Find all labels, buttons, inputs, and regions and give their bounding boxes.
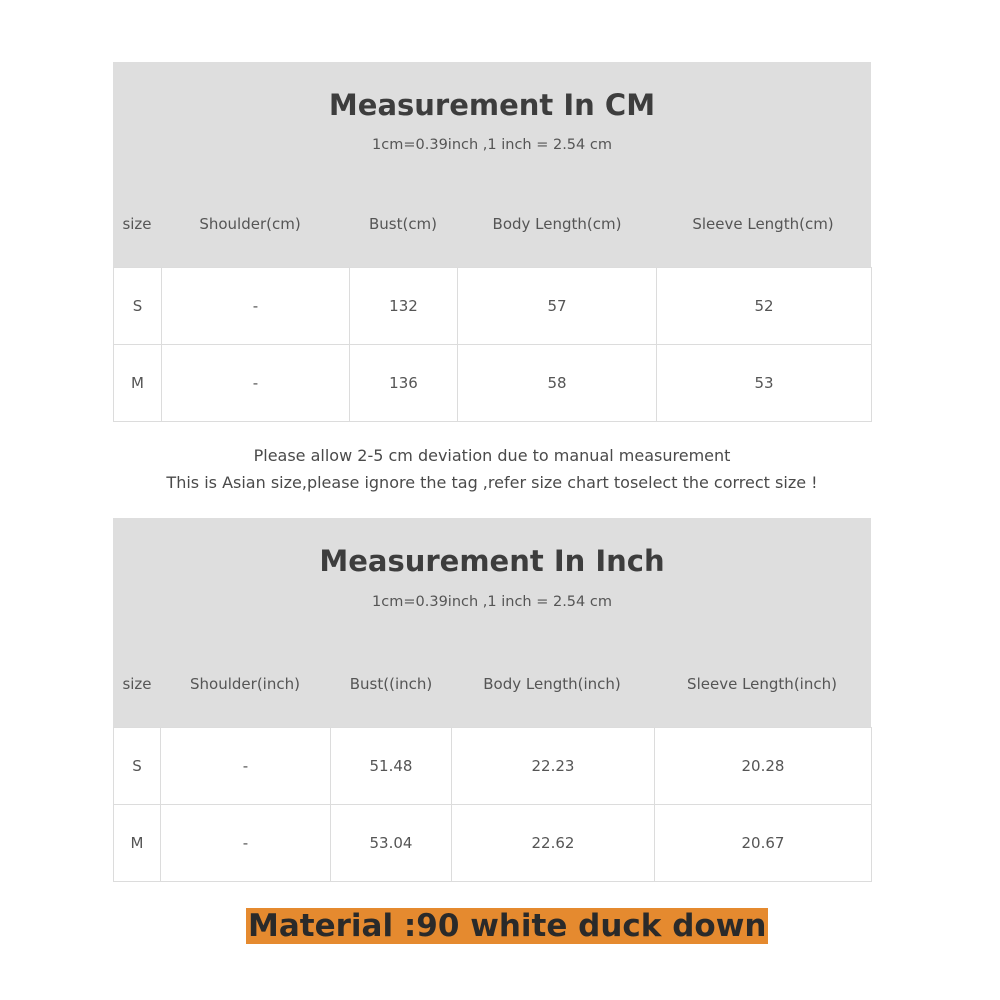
table-row	[114, 805, 872, 882]
body-length-cell: 58	[458, 345, 657, 422]
body-length-cell: 57	[458, 268, 657, 345]
inch-title: Measurement In Inch	[319, 544, 665, 578]
sleeve-length-cell: 52	[657, 268, 872, 345]
cm-header-size: size	[122, 215, 152, 233]
size-cell: M	[114, 345, 162, 422]
inch-header-size: size	[122, 675, 152, 693]
cm-subtitle: 1cm=0.39inch ,1 inch = 2.54 cm	[372, 137, 612, 153]
inch-header-sleeve-length: Sleeve Length(inch)	[687, 675, 837, 693]
cm-header-body-length: Body Length(cm)	[492, 215, 622, 233]
inch-subtitle: 1cm=0.39inch ,1 inch = 2.54 cm	[372, 594, 612, 610]
cm-title: Measurement In CM	[328, 88, 656, 122]
sleeve-length-cell: 53	[657, 345, 872, 422]
bust-cell: 51.48	[331, 728, 452, 805]
table-row	[114, 268, 872, 345]
inch-header-shoulder: Shoulder(inch)	[190, 675, 300, 693]
body-length-cell: 22.23	[452, 728, 655, 805]
shoulder-cell: -	[161, 728, 331, 805]
size-cell: S	[114, 268, 162, 345]
deviation-note	[113, 442, 871, 496]
inch-header-panel	[113, 518, 871, 727]
cm-header-shoulder: Shoulder(cm)	[199, 215, 301, 233]
inch-size-table	[113, 727, 872, 882]
table-row	[114, 345, 872, 422]
inch-header-body-length: Body Length(inch)	[483, 675, 621, 693]
shoulder-cell: -	[161, 805, 331, 882]
cm-header-bust: Bust(cm)	[368, 215, 438, 233]
body-length-cell: 22.62	[452, 805, 655, 882]
sleeve-length-cell: 20.28	[655, 728, 872, 805]
shoulder-cell: -	[162, 268, 350, 345]
cm-header-panel	[113, 62, 871, 267]
note-line-2: This is Asian size,please ignore the tag ,refer size chart toselect the correct size !	[166, 473, 818, 492]
bust-cell: 132	[350, 268, 458, 345]
bust-cell: 136	[350, 345, 458, 422]
cm-size-table	[113, 267, 872, 422]
shoulder-cell: -	[162, 345, 350, 422]
material-banner: Material :90 white duck down	[248, 908, 767, 944]
cm-header-sleeve-length: Sleeve Length(cm)	[692, 215, 834, 233]
sleeve-length-cell: 20.67	[655, 805, 872, 882]
inch-header-bust: Bust((inch)	[349, 675, 433, 693]
bust-cell: 53.04	[331, 805, 452, 882]
note-line-1: Please allow 2-5 cm deviation due to manual measurement	[253, 446, 731, 465]
size-cell: S	[114, 728, 161, 805]
size-cell: M	[114, 805, 161, 882]
table-row	[114, 728, 872, 805]
